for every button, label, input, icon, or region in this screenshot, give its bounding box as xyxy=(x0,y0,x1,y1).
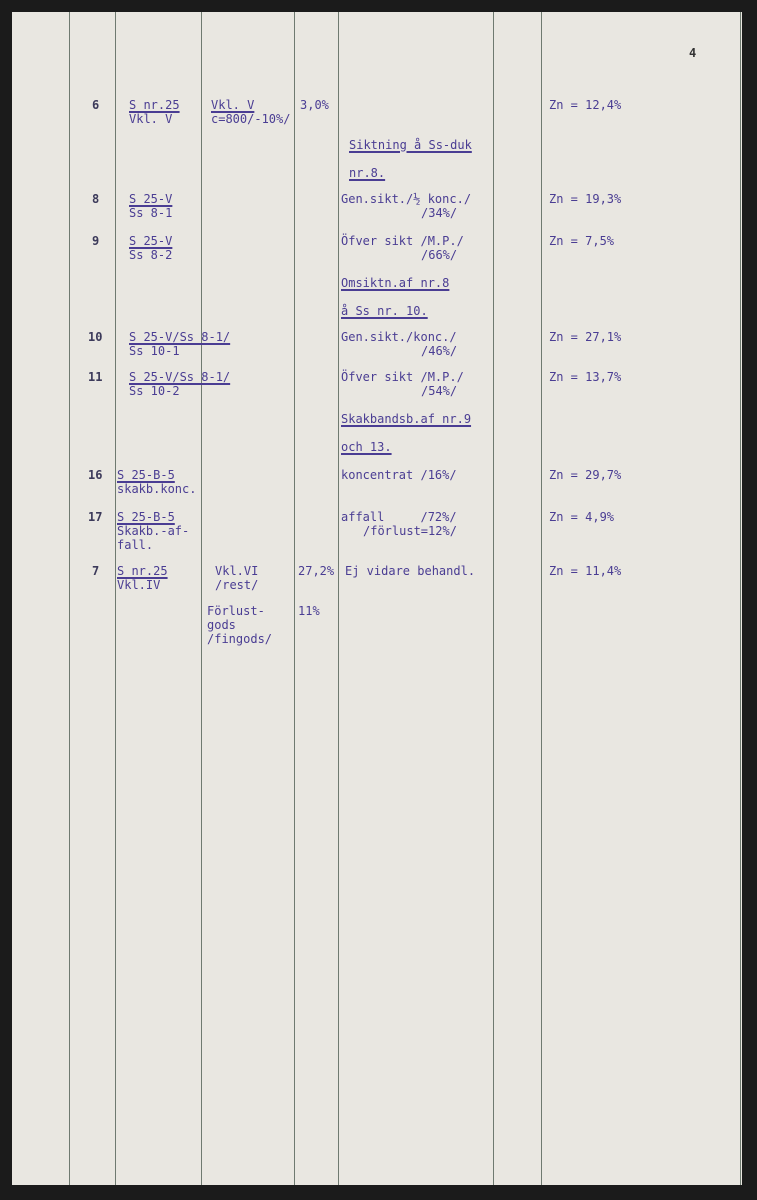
percent-value: 27,2% xyxy=(298,564,335,578)
zn-value: Zn = 19,3% xyxy=(549,192,622,206)
sample-code: S nr.25 xyxy=(129,98,180,112)
note-text: koncentrat /16%/ xyxy=(341,468,457,482)
class-label-sub: c=800/-10%/ xyxy=(211,112,291,126)
sample-code-sub: skakb.konc. xyxy=(117,482,197,496)
note-text: Ej vidare behandl. xyxy=(345,564,476,578)
sample-code-sub: Skakb.-af- xyxy=(117,524,190,538)
sample-code-sub: Vkl.IV xyxy=(117,578,161,592)
class-label-sub: /rest/ xyxy=(215,578,259,592)
row-number: 11 xyxy=(88,370,103,384)
row-number: 17 xyxy=(88,510,103,524)
percent-value: 3,0% xyxy=(300,98,329,112)
class-label: Vkl. V xyxy=(211,98,255,112)
section-heading: nr.8. xyxy=(349,166,386,180)
column-rule xyxy=(201,12,202,1185)
section-heading: Omsiktn.af nr.8 xyxy=(341,276,450,290)
section-heading: Siktning å Ss-duk xyxy=(349,138,472,152)
note-text-sub: /66%/ xyxy=(421,248,458,262)
column-rule xyxy=(541,12,542,1185)
sample-code: S nr.25 xyxy=(117,564,168,578)
row-number: 6 xyxy=(92,98,100,112)
sample-code-sub: fall. xyxy=(117,538,154,552)
ledger-sheet xyxy=(12,12,742,1185)
zn-value: Zn = 13,7% xyxy=(549,370,622,384)
column-rule xyxy=(294,12,295,1185)
zn-value: Zn = 12,4% xyxy=(549,98,622,112)
class-label: Vkl.VI xyxy=(215,564,259,578)
class-label-sub: /fingods/ xyxy=(207,632,273,646)
sample-code: S 25-V xyxy=(129,234,173,248)
class-label: Förlust- xyxy=(207,604,265,618)
sample-code: S 25-V xyxy=(129,192,173,206)
class-label-sub: gods xyxy=(207,618,236,632)
zn-value: Zn = 11,4% xyxy=(549,564,622,578)
note-text: Gen.sikt./konc./ xyxy=(341,330,457,344)
section-heading: och 13. xyxy=(341,440,392,454)
sample-code: S 25-B-5 xyxy=(117,468,175,482)
column-rule xyxy=(115,12,116,1185)
sample-code-sub: Ss 8-2 xyxy=(129,248,173,262)
zn-value: Zn = 7,5% xyxy=(549,234,615,248)
row-number: 10 xyxy=(88,330,103,344)
note-text-sub: /46%/ xyxy=(421,344,458,358)
note-text: Gen.sikt./½ konc./ xyxy=(341,192,472,206)
sample-code-sub: Ss 8-1 xyxy=(129,206,173,220)
sample-code-sub: Ss 10-1 xyxy=(129,344,180,358)
page-number: 4 xyxy=(689,46,697,60)
sample-code: S 25-B-5 xyxy=(117,510,175,524)
row-number: 16 xyxy=(88,468,103,482)
row-number: 8 xyxy=(92,192,100,206)
section-heading: å Ss nr. 10. xyxy=(341,304,428,318)
sample-code: S 25-V/Ss 8-1/ xyxy=(129,330,231,344)
section-heading: Skakbandsb.af nr.9 xyxy=(341,412,472,426)
percent-value: 11% xyxy=(298,604,320,618)
note-text: Öfver sikt /M.P./ xyxy=(341,370,464,384)
column-rule xyxy=(493,12,494,1185)
column-rule xyxy=(740,12,741,1185)
zn-value: Zn = 27,1% xyxy=(549,330,622,344)
note-text-sub: /34%/ xyxy=(421,206,458,220)
zn-value: Zn = 29,7% xyxy=(549,468,622,482)
sample-code: S 25-V/Ss 8-1/ xyxy=(129,370,231,384)
zn-value: Zn = 4,9% xyxy=(549,510,615,524)
note-text: affall /72%/ xyxy=(341,510,457,524)
row-number: 7 xyxy=(92,564,100,578)
row-number: 9 xyxy=(92,234,100,248)
note-text-sub: /förlust=12%/ xyxy=(363,524,457,538)
sample-code-sub: Ss 10-2 xyxy=(129,384,180,398)
column-rule xyxy=(69,12,70,1185)
note-text-sub: /54%/ xyxy=(421,384,458,398)
sample-code-sub: Vkl. V xyxy=(129,112,173,126)
column-rule xyxy=(338,12,339,1185)
note-text: Öfver sikt /M.P./ xyxy=(341,234,464,248)
